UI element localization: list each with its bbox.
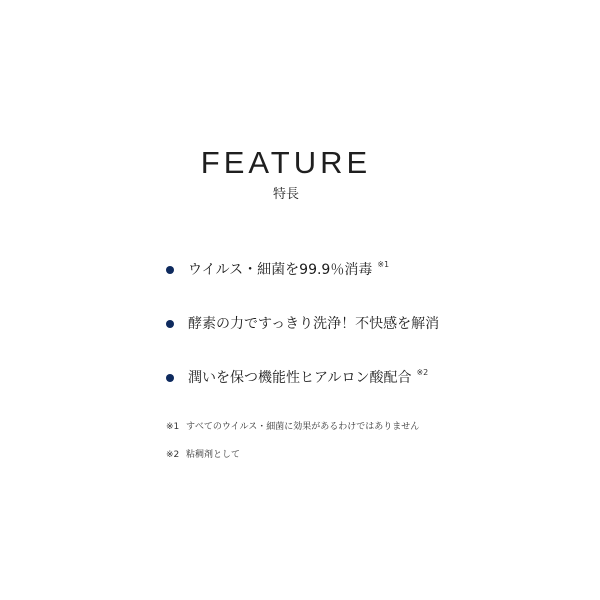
feature-text: ウイルス・細菌を99.9％消毒 <box>188 262 373 278</box>
footnote-mark: ※1 <box>166 422 180 432</box>
feature-item-hyaluronic-acid <box>166 368 439 388</box>
bullet-dot-icon <box>166 266 174 274</box>
bullet-dot-icon <box>166 320 174 328</box>
feature-list <box>166 260 439 422</box>
feature-text: 酵素の力ですっきり洗浄！不快感を解消 <box>188 316 440 332</box>
feature-heading: FEATURE <box>200 145 372 180</box>
feature-subheading: 特長 <box>272 187 299 202</box>
footnote-mark: ※2 <box>166 450 180 460</box>
footnote-text: すべてのウイルス・細菌に効果があるわけではありません <box>186 422 420 432</box>
footnote-text: 粘稠剤として <box>186 450 241 460</box>
feature-item-enzyme-cleaning <box>166 314 439 334</box>
footnote-1 <box>166 420 419 434</box>
feature-footnote-mark: ※1 <box>377 260 390 269</box>
feature-text: 潤いを保つ機能性ヒアルロン酸配合 <box>188 370 412 386</box>
feature-item-disinfection <box>166 260 439 280</box>
footnotes <box>166 420 419 476</box>
feature-footnote-mark: ※2 <box>416 368 429 377</box>
footnote-2 <box>166 448 419 462</box>
bullet-dot-icon <box>166 374 174 382</box>
